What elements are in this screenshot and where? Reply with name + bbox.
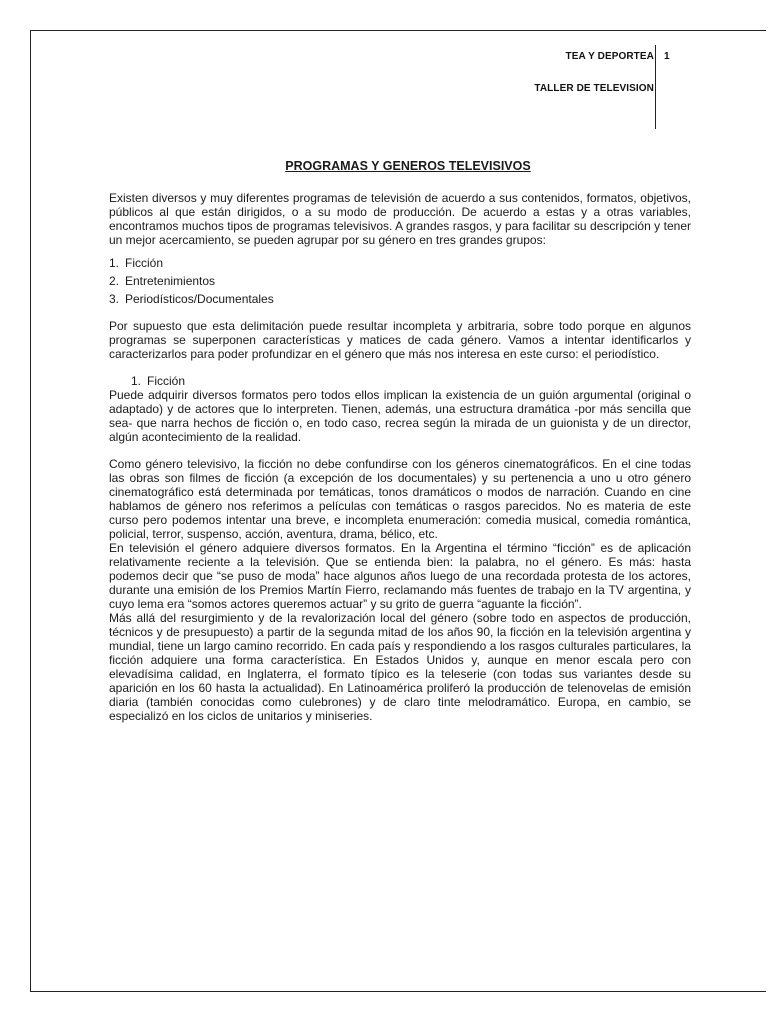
genre-list [109, 256, 691, 306]
list-item-label: Entretenimientos [125, 274, 216, 288]
page-header [534, 50, 654, 96]
paragraph-ficcion-history: Más allá del resurgimiento y de la revalorización local del género (sobre todo en aspectos de producción, técnicos y de presupuesto) a partir de la segunda mitad de los años 90, la ficción en la televisión argentina y mundial, tiene un largo camino recorrido. En cada país y respondiendo a los rasgos culturales particulares, la ficción adquiere una forma característica. En Estados Unidos y, aunque en menor escala pero con elevadísima calidad, en Inglaterra, el formato típico es la teleserie (con todas sus variantes desde su aparición en los 60 hasta la actualidad). En Latinoamérica proliferó la producción de telenovelas de emisión diaria (también conocidas como culebrones) y de claro tinte melodramático. Europa, en cambio, se especializó en los ciclos de unitarios y miniseries. [109, 611, 691, 723]
paragraph-ficcion-definition: Puede adquirir diversos formatos pero todos ellos implican la existencia de un guión argumental (original o adaptado) y de actores que lo interpreten. Tienen, además, una estructura dramática -por más sencilla que sea- que narra hechos de ficción o, en todo caso, recrea según la mirada de un guionista y de un director, algún acontecimiento de la realidad. [109, 388, 691, 444]
header-course: TALLER DE TELEVISION [534, 83, 654, 94]
list-item-number: 3. [109, 292, 120, 306]
list-item [109, 256, 691, 270]
document-title: PROGRAMAS Y GENEROS TELEVISIVOS [285, 159, 531, 173]
paragraph-delimitation: Por supuesto que esta delimitación puede resultar incompleta y arbitraria, sobre todo porque en algunos programas se superponen características y matices de cada género. Vamos a intentar identificarlos y caracterizarlos para poder profundizar en el género que más nos interesa en este curso: el periodístico. [109, 319, 691, 361]
page-number: 1 [664, 51, 670, 62]
header-divider [655, 45, 656, 129]
list-item-label: Ficción [125, 256, 164, 270]
list-item [109, 274, 691, 288]
list-item [109, 292, 691, 306]
intro-paragraph: Existen diversos y muy diferentes programas de televisión de acuerdo a sus contenidos, formatos, objetivos, públicos al que están dirigidos, o a su modo de producción. De acuerdo a estas y a otras variables, encontramos muchos tipos de programas televisivos. A grandes rasgos, y para facilitar su descripción y tener un mejor acercamiento, se pueden agrupar por su género en tres grandes grupos: [109, 191, 691, 247]
list-item-label: Periodísticos/Documentales [125, 292, 274, 306]
paragraph-ficcion-cinema: Como género televisivo, la ficción no debe confundirse con los géneros cinematográficos. En el cine todas las obras son filmes de ficción (a excepción de los documentales) y su pertenencia a uno u otro género cinematográfico está determinada por temáticas, tonos dramáticos o modos de narración. Cuando en cine hablamos de género nos referimos a películas con temáticas o rasgos parecidos. No es materia de este curso pero podemos intentar una breve, e incompleta enumeración: comedia musical, comedia romántica, policial, terror, suspenso, acción, aventura, drama, bélico, etc. [109, 457, 691, 541]
list-item-number: 1. [109, 256, 120, 270]
list-item-number: 2. [109, 274, 120, 288]
paragraph-ficcion-television: En televisión el género adquiere diversos formatos. En la Argentina el término “ficción” es de aplicación relativamente reciente a la televisión. Que se entienda bien: la palabra, no el género. Es más: hasta podemos decir que “se puso de moda” hace algunos años luego de una recordada protesta de los actores, durante una emisión de los Premios Martín Fierro, reclamando más fuentes de trabajo en la TV argentina, y cuyo lema era “somos actores queremos actuar” y su grito de guerra “aguante la ficción”. [109, 541, 691, 611]
section-title: Ficción [147, 374, 186, 388]
document-body [109, 159, 691, 723]
section-number: 1. [131, 374, 142, 388]
document-page [30, 30, 766, 992]
header-organization: TEA Y DEPORTEA [565, 51, 654, 62]
section-heading-ficcion [109, 374, 691, 388]
